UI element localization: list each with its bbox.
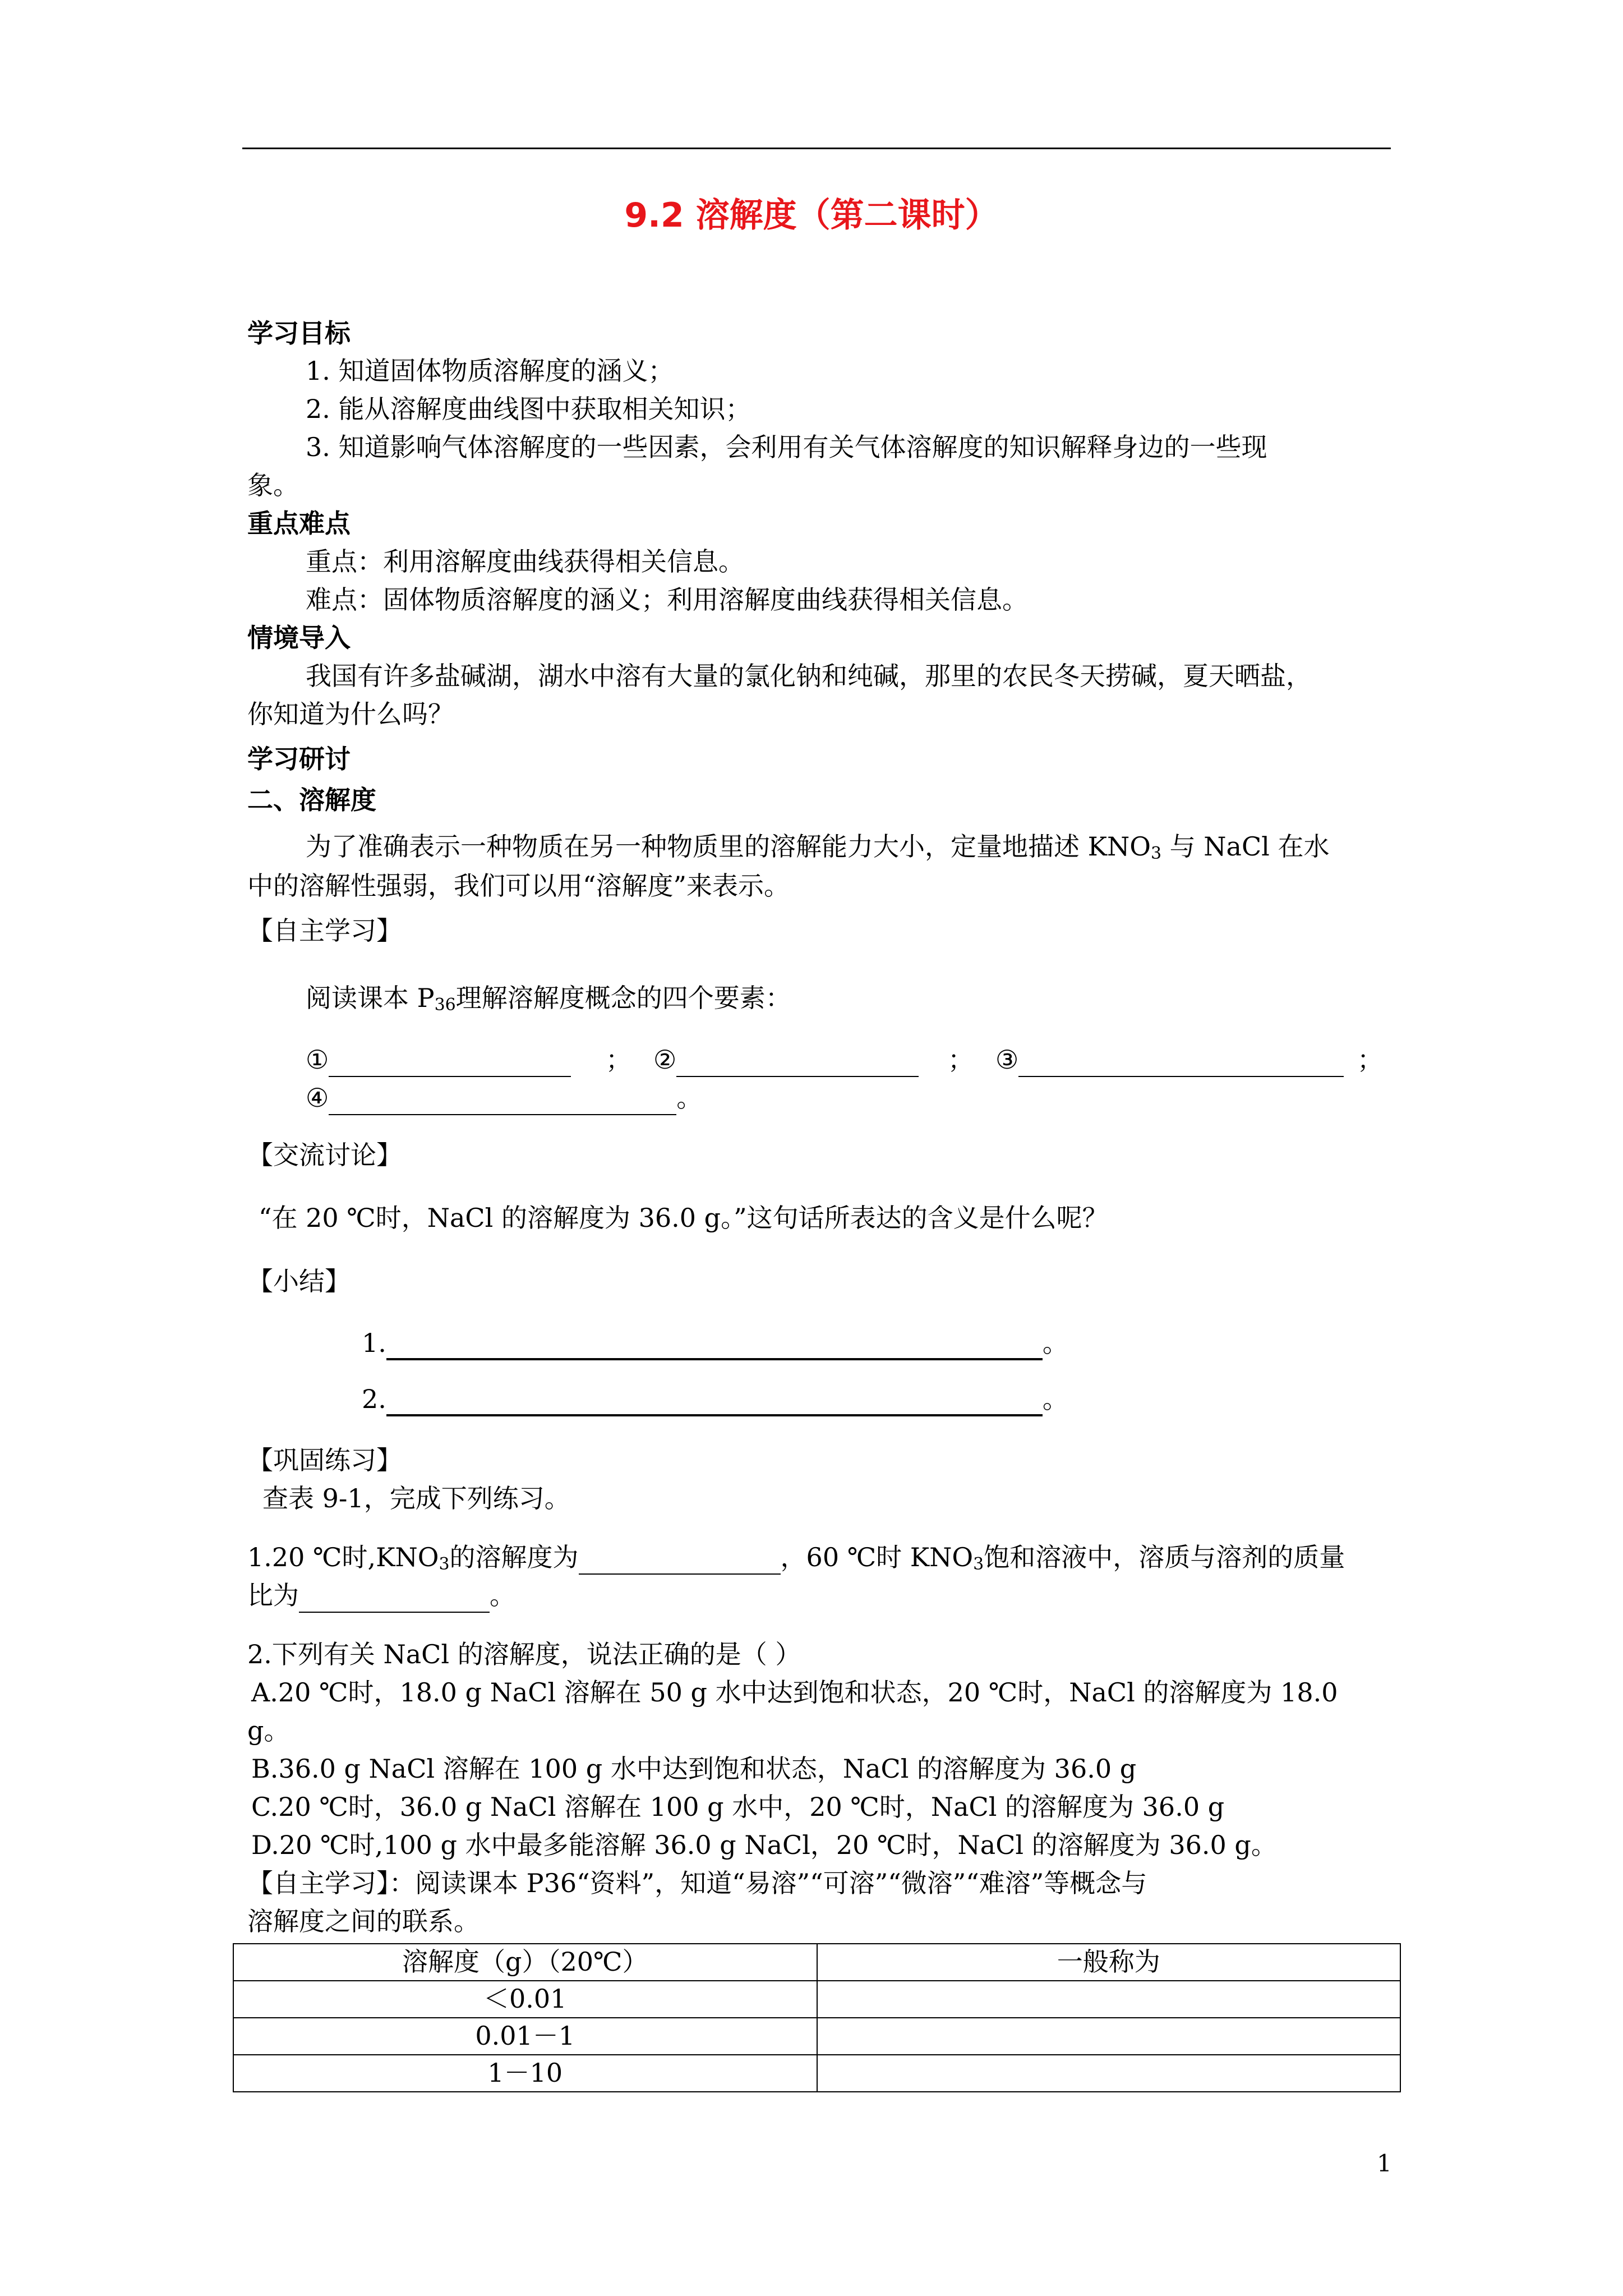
table-row — [233, 1981, 1400, 2018]
fill-blank[interactable] — [386, 1330, 1043, 1360]
page-number: 1 — [1377, 2150, 1392, 2177]
table-row — [233, 2055, 1400, 2092]
option-b[interactable]: B.36.0 g NaCl 溶解在 100 g 水中达到饱和状态，NaCl 的溶解度为 36.0 g — [251, 1754, 1137, 1784]
element-blank[interactable]: ④ 。 — [306, 1082, 702, 1115]
fill-blank[interactable] — [1018, 1049, 1344, 1077]
focus-text: 重点：利用溶解度曲线获得相关信息。 — [306, 546, 744, 577]
discussion-heading: 【交流讨论】 — [247, 1140, 402, 1170]
summary-item[interactable]: 1. 。 — [362, 1327, 1068, 1360]
self-study-heading: 【自主学习】 — [247, 915, 402, 946]
objective-item-continued: 象。 — [247, 470, 299, 500]
page-title: 9.2 溶解度（第二课时） — [624, 196, 999, 235]
table-row — [233, 2018, 1400, 2055]
question-2: 2.下列有关 NaCl 的溶解度，说法正确的是（ ） — [247, 1639, 801, 1669]
objective-item: 2. 能从溶解度曲线图中获取相关知识； — [306, 394, 751, 424]
question-1[interactable]: 1.20 ℃时$,KNO_3$的溶解度为 ，60 ℃时 $KNO_3$饱和溶液中，溶质与溶剂的质量 — [247, 1542, 1345, 1574]
fill-blank[interactable] — [579, 1547, 781, 1575]
option-a-continued: g。 — [247, 1715, 290, 1746]
header-rule — [242, 148, 1391, 149]
table-cell: 1－10 — [233, 2055, 817, 2092]
element-blank[interactable]: ③ — [995, 1043, 1344, 1077]
summary-heading: 【小结】 — [247, 1266, 351, 1296]
intro-text: 我国有许多盐碱湖，湖水中溶有大量的氯化钠和纯碱，那里的农民冬天捞碱，夏天晒盐， — [306, 661, 1312, 691]
practice-intro: 查表 9-1，完成下列练习。 — [262, 1483, 570, 1513]
summary-item[interactable]: 2. 。 — [362, 1383, 1068, 1416]
discussion-question: “在 20 ℃时，NaCl 的溶解度为 36.0 g。”这句话所表达的含义是什么呢？ — [259, 1203, 1108, 1233]
self-study-2-continued: 溶解度之间的联系。 — [247, 1906, 479, 1936]
question-1-continued[interactable]: 比为 。 — [247, 1579, 515, 1613]
fill-blank[interactable] — [329, 1049, 571, 1077]
table-header-row — [233, 1944, 1400, 1981]
separator: ； — [1357, 1045, 1383, 1075]
self-study-2: 【自主学习】：阅读课本 P36“资料”，知道“易溶”“可溶”“微溶”“难溶”等概念与 — [247, 1868, 1147, 1898]
separator: ； — [606, 1045, 631, 1075]
objectives-heading: 学习目标 — [247, 318, 351, 348]
answer-cell[interactable] — [817, 2055, 1401, 2092]
key-points-heading: 重点难点 — [247, 508, 351, 539]
reading-instruction: 阅读课本 $P_{36}$理解溶解度概念的四个要素： — [306, 983, 791, 1015]
fill-blank[interactable] — [676, 1049, 919, 1077]
option-a[interactable]: A.20 ℃时，18.0 g NaCl 溶解在 50 g 水中达到饱和状态，20 ℃时，NaCl 的溶解度为 18.0 — [251, 1677, 1338, 1708]
fill-blank[interactable] — [299, 1585, 490, 1613]
objective-item: 1. 知道固体物质溶解度的涵义； — [306, 356, 674, 386]
table-cell: ＜0.01 — [233, 1981, 817, 2018]
solubility-table — [233, 1943, 1401, 2092]
study-paragraph: 中的溶解性强弱，我们可以用“溶解度”来表示。 — [247, 871, 790, 901]
table-cell: 0.01－1 — [233, 2018, 817, 2055]
separator: ； — [948, 1045, 974, 1075]
practice-heading: 【巩固练习】 — [247, 1445, 402, 1475]
answer-cell[interactable] — [817, 2018, 1401, 2055]
element-blank[interactable]: ① — [306, 1043, 571, 1077]
study-paragraph: 为了准确表示一种物质在另一种物质里的溶解能力大小，定量地描述 $KNO_3$ 与 NaCl 在水 — [306, 831, 1330, 863]
intro-text: 你知道为什么吗？ — [247, 699, 454, 729]
fill-blank[interactable] — [386, 1386, 1043, 1416]
column-header: 溶解度（g）（20℃） — [233, 1944, 817, 1981]
intro-heading: 情境导入 — [247, 623, 351, 653]
difficulty-text: 难点：固体物质溶解度的涵义；利用溶解度曲线获得相关信息。 — [306, 585, 1028, 615]
element-blank[interactable]: ② — [653, 1043, 919, 1077]
fill-blank[interactable] — [329, 1087, 676, 1115]
study-heading: 学习研讨 — [247, 744, 351, 774]
answer-cell[interactable] — [817, 1981, 1401, 2018]
column-header: 一般称为 — [817, 1944, 1401, 1981]
option-d[interactable]: D.20 ℃时,100 g 水中最多能溶解 36.0 g NaCl，20 ℃时，NaCl 的溶解度为 36.0 g。 — [251, 1830, 1277, 1860]
section-heading: 二、溶解度 — [247, 785, 376, 815]
option-c[interactable]: C.20 ℃时，36.0 g NaCl 溶解在 100 g 水中，20 ℃时，NaCl 的溶解度为 36.0 g — [251, 1792, 1225, 1822]
objective-item: 3. 知道影响气体溶解度的一些因素，会利用有关气体溶解度的知识解释身边的一些现 — [306, 432, 1267, 462]
